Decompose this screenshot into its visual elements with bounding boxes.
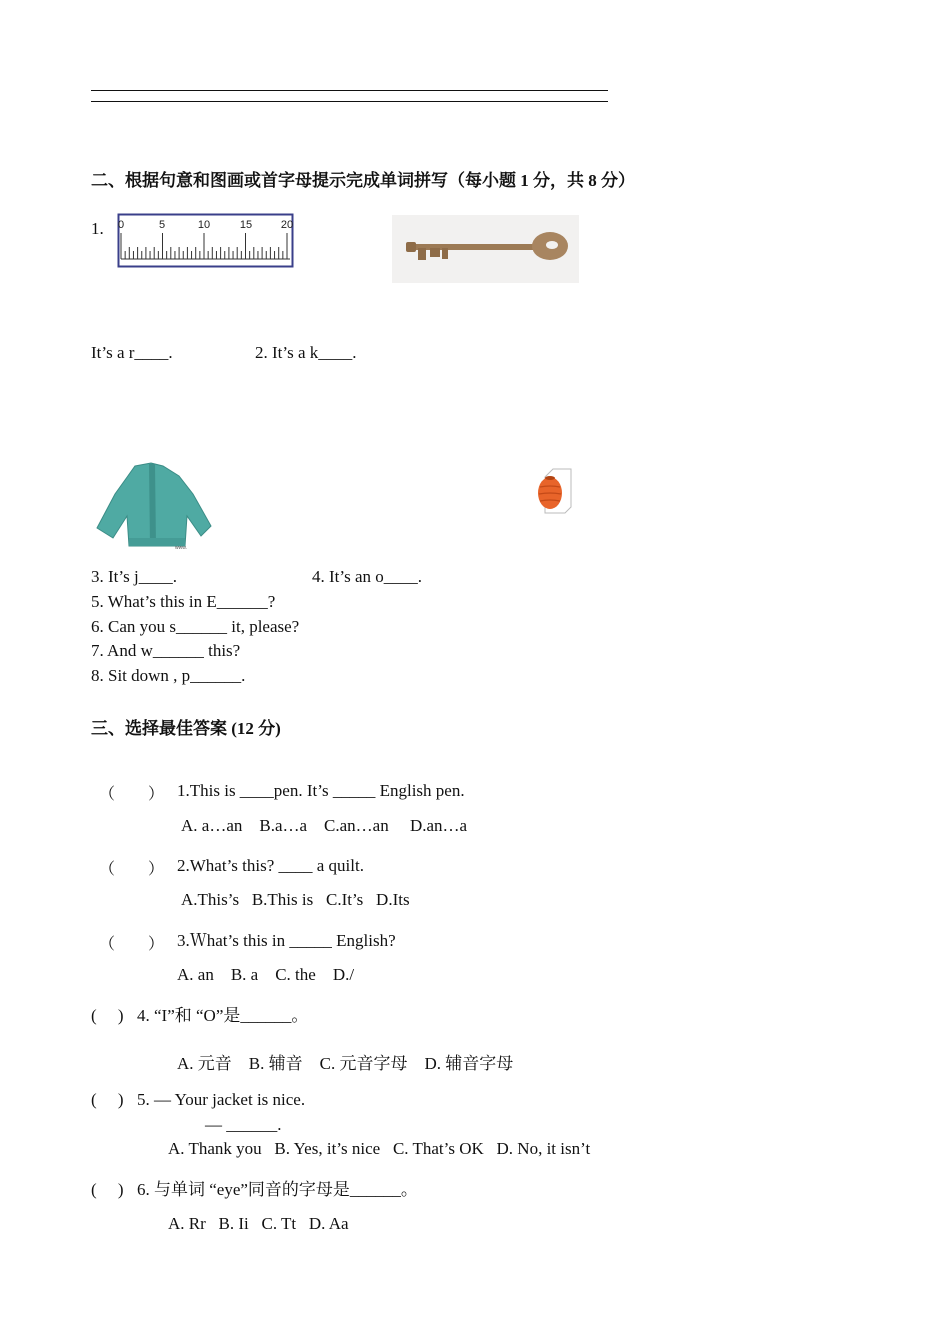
question-4: 4. It’s an o____. xyxy=(312,567,423,586)
mc3-bracket-close: ） xyxy=(148,936,165,953)
key-image xyxy=(392,215,579,283)
ruler-label-0: 0 xyxy=(117,219,125,231)
section3-heading: 三、选择最佳答案 (12 分) xyxy=(91,719,281,738)
mc5-bracket: ( ) xyxy=(91,1090,124,1109)
mc3-bracket-open: （ xyxy=(99,936,116,953)
question-7: 7. And w______ this? xyxy=(91,641,241,660)
mc1-bracket-close: ） xyxy=(148,786,165,803)
svg-text:www.: www. xyxy=(175,545,187,551)
question-8: 8. Sit down , p______. xyxy=(91,666,246,685)
mc1-options: A. a…an B.a…a C.an…an D.an…a xyxy=(181,816,468,835)
mc5-question: 5. — Your jacket is nice. xyxy=(137,1090,306,1109)
question-2: 2. It’s a k____. xyxy=(255,343,357,362)
mc6-bracket: ( ) xyxy=(91,1180,124,1199)
mc2-bracket-open: （ xyxy=(99,861,116,878)
question-5: 5. What’s this in E______? xyxy=(91,592,276,611)
orange-image xyxy=(535,467,579,522)
mc2-bracket-close: ） xyxy=(148,861,165,878)
question-3: 3. It’s j____. xyxy=(91,567,177,586)
mc4-bracket: ( ) xyxy=(91,1006,124,1025)
ruler-label-20: 20 xyxy=(280,219,294,231)
mc5-options: A. Thank you B. Yes, it’s nice C. That’s OK D. No, it isn’t xyxy=(168,1139,591,1158)
mc4-options: A. 元音 B. 辅音 C. 元音字母 D. 辅音字母 xyxy=(177,1054,514,1073)
mc2-options: A.This’s B.This is C.It’s D.Its xyxy=(181,890,410,909)
jacket-image xyxy=(93,460,215,557)
top-rule-2 xyxy=(91,101,608,102)
mc2-question: 2.What’s this? ____ a quilt. xyxy=(177,856,364,875)
ruler-label-5: 5 xyxy=(158,219,166,231)
mc6-options: A. Rr B. Ii C. Tt D. Aa xyxy=(168,1214,349,1233)
ruler-image xyxy=(117,213,295,274)
ruler-label-15: 15 xyxy=(239,219,253,231)
mc4-question: 4. “I”和 “O”是______。 xyxy=(137,1006,309,1025)
mc6-question: 6. 与单词 “eye”同音的字母是______。 xyxy=(137,1180,418,1199)
mc5-reply: — ______. xyxy=(205,1115,282,1134)
ruler-label-10: 10 xyxy=(197,219,211,231)
mc3-question: 3.Ｗhat’s this in _____ English? xyxy=(177,931,396,950)
question-6: 6. Can you s______ it, please? xyxy=(91,617,300,636)
mc1-question: 1.This is ____pen. It’s _____ English pen. xyxy=(177,781,465,800)
section2-heading: 二、根据句意和图画或首字母提示完成单词拼写（每小题 1 分，共 8 分） xyxy=(91,171,635,190)
mc1-bracket-open: （ xyxy=(99,786,116,803)
question-1: It’s a r____. xyxy=(91,343,173,362)
top-rule-1 xyxy=(91,90,608,91)
item1-number: 1. xyxy=(91,219,104,238)
mc3-options: A. an B. a C. the D./ xyxy=(177,965,355,984)
